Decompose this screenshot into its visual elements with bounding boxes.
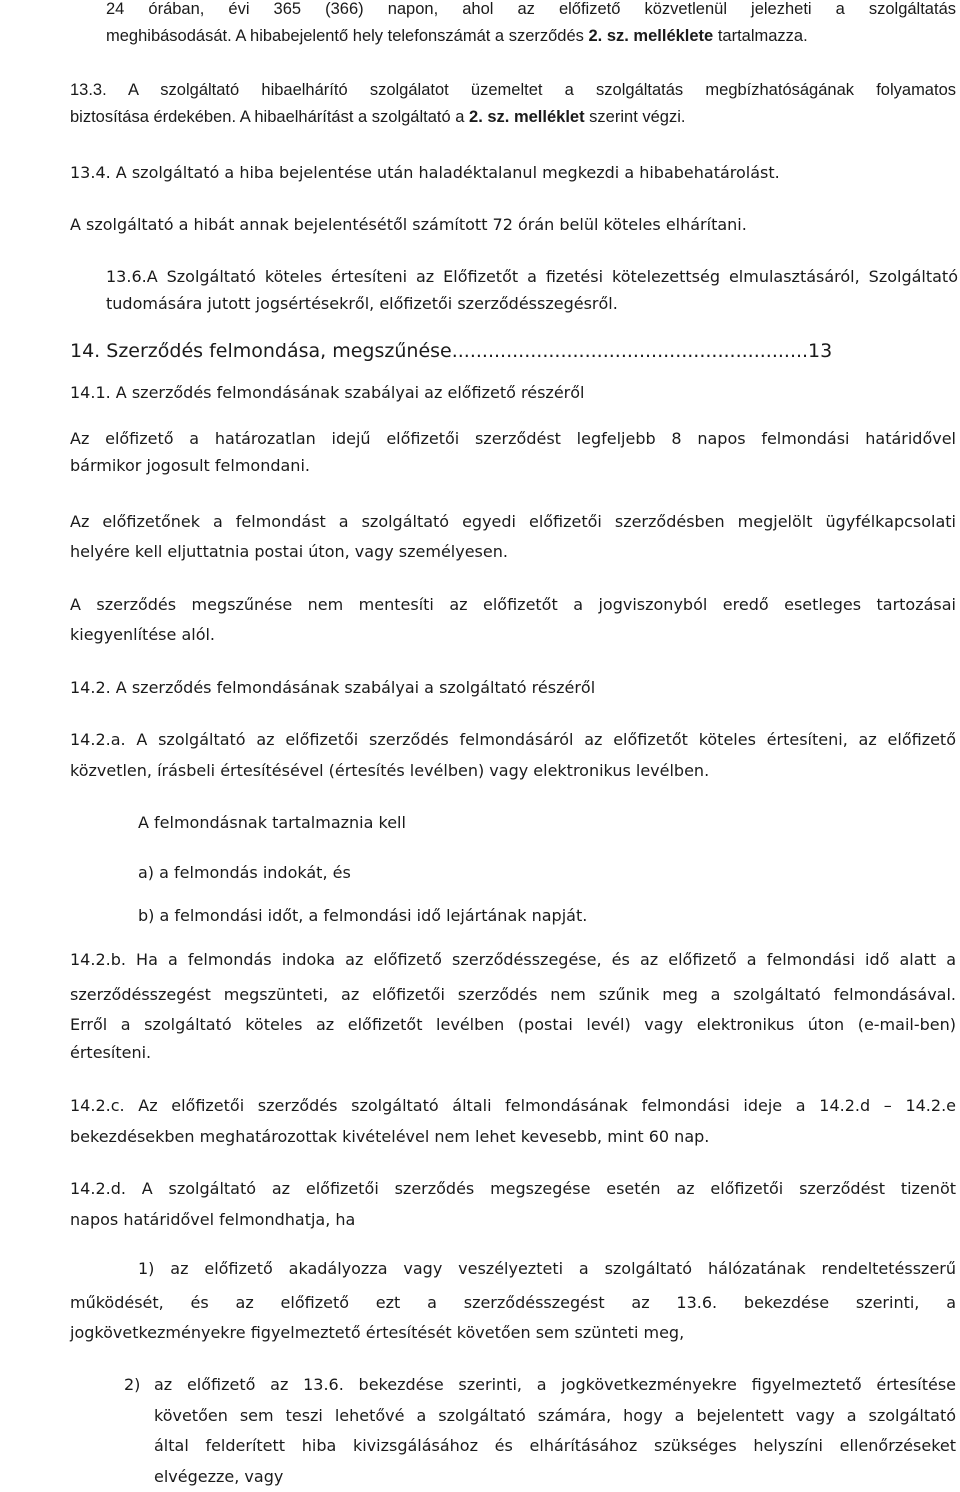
section-13-6-line: 13.6.A Szolgáltató köteles értesíteni az Előfizetőt a fizetési kötelezettség elmulasztásáról, Szolgáltató xyxy=(106,267,958,286)
section-14-2-d-line: napos határidővel felmondhatja, ha xyxy=(70,1210,356,1229)
paragraph-line: A szerződés megszűnése nem mentesíti az előfizetőt a jogviszonyból eredő esetleges tartozásai xyxy=(70,595,956,614)
subsection-title-14-2: 14.2. A szerződés felmondásának szabályai a szolgáltató részéről xyxy=(70,678,596,697)
list-item-1-line: jogkövetkezményekre figyelmeztető értesítését követően sem szünteti meg, xyxy=(70,1323,685,1342)
section-14-2-b-line: 14.2.b. Ha a felmondás indoka az előfizető szerződésszegése, és az előfizető a felmondási idő alatt a xyxy=(70,950,956,969)
list-item-2-line: az előfizető az 13.6. bekezdése szerinti, a jogkövetkezményekre figyelmeztető értesítése xyxy=(154,1375,956,1394)
text-span: tartalmazza. xyxy=(713,27,808,45)
subsection-title-14-1: 14.1. A szerződés felmondásának szabályai az előfizető részéről xyxy=(70,383,585,402)
section-13-4-line: 13.4. A szolgáltató a hiba bejelentése után haladéktalanul megkezdi a hibabehatárolást. xyxy=(70,163,780,182)
paragraph-line: Az előfizetőnek a felmondást a szolgáltató egyedi előfizetői szerződésben megjelölt ügyfélkapcsolati xyxy=(70,512,956,531)
section-14-2-b-line: szerződésszegést megszünteti, az előfizetői szerződés nem szűnik meg a szolgáltató felmondásával. xyxy=(70,985,956,1004)
paragraph-line xyxy=(106,23,956,50)
section-13-3-line xyxy=(70,104,956,131)
list-item-2-number: 2) xyxy=(124,1375,141,1394)
paragraph-line: bármikor jogosult felmondani. xyxy=(70,456,310,475)
list-item-2-line: elvégezze, vagy xyxy=(154,1467,284,1486)
section-14-2-c-line: bekezdésekben meghatározottak kivételével nem lehet kevesebb, mint 60 nap. xyxy=(70,1127,710,1146)
section-13-6-line: tudomására jutott jogsértésekről, előfizetői szerződésszegésről. xyxy=(106,294,618,313)
section-14-2-a-line: 14.2.a. A szolgáltató az előfizetői szerződés felmondásáról az előfizetőt köteles értesíteni, az előfizető xyxy=(70,730,956,749)
paragraph-line: helyére kell eljuttatnia postai úton, vagy személyesen. xyxy=(70,542,508,561)
section-13-4-line: A szolgáltató a hibát annak bejelentésétől számított 72 órán belül köteles elhárítani. xyxy=(70,215,747,234)
section-14-2-b-line: értesíteni. xyxy=(70,1043,152,1062)
paragraph-line: kiegyenlítése alól. xyxy=(70,625,216,644)
section-14-2-d-line: 14.2.d. A szolgáltató az előfizetői szerződés megszegése esetén az előfizetői szerződést tizenöt xyxy=(70,1179,956,1198)
text-span: szerint végzi. xyxy=(584,108,686,126)
paragraph-line: Az előfizető a határozatlan idejű előfizetői szerződést legfeljebb 8 napos felmondási határidővel xyxy=(70,429,956,448)
notice-requirements-intro: A felmondásnak tartalmaznia kell xyxy=(138,813,406,832)
section-heading-14: 14. Szerződés felmondása, megszűnése...........................................................13 xyxy=(70,340,833,362)
text-span: meghibásodását. A hibabejelentő hely telefonszámát a szerződés xyxy=(106,27,589,45)
list-item-1-line: 1) az előfizető akadályozza vagy veszélyezteti a szolgáltató hálózatának rendeltetésszerű xyxy=(138,1259,956,1278)
section-13-3-line: 13.3. A szolgáltató hibaelhárító szolgálatot üzemeltet a szolgáltatás megbízhatóságának folyamatos xyxy=(70,81,956,99)
list-item: b) a felmondási időt, a felmondási idő lejártának napját. xyxy=(138,906,588,925)
bold-reference: 2. sz. melléklet xyxy=(469,108,585,126)
list-item: a) a felmondás indokát, és xyxy=(138,863,351,882)
paragraph-line: 24 órában, évi 365 (366) napon, ahol az előfizető közvetlenül jelezheti a szolgáltatás xyxy=(106,0,956,18)
section-14-2-c-line: 14.2.c. Az előfizetői szerződés szolgáltató általi felmondásának felmondási ideje a 14.2.d – 14.2.e xyxy=(70,1096,956,1115)
bold-reference: 2. sz. melléklete xyxy=(588,27,714,45)
list-item-2-line: követően sem teszi lehetővé a szolgáltató számára, hogy a bejelentett vagy a szolgáltató xyxy=(154,1406,956,1425)
section-14-2-a-line: közvetlen, írásbeli értesítésével (értesítés levélben) vagy elektronikus levélben. xyxy=(70,761,710,780)
text-span: biztosítása érdekében. A hibaelhárítást a szolgáltató a xyxy=(70,108,470,126)
section-14-2-b-line: Erről a szolgáltató köteles az előfizetőt levélben (postai levél) vagy elektronikus úton (e-mail-ben) xyxy=(70,1015,956,1034)
list-item-1-line: működését, és az előfizető ezt a szerződésszegést az 13.6. bekezdése szerinti, a xyxy=(70,1293,956,1312)
list-item-2-line: által felderített hiba kivizsgálásához és elhárításához szükséges helyszíni ellenőrzéseket xyxy=(154,1436,956,1455)
